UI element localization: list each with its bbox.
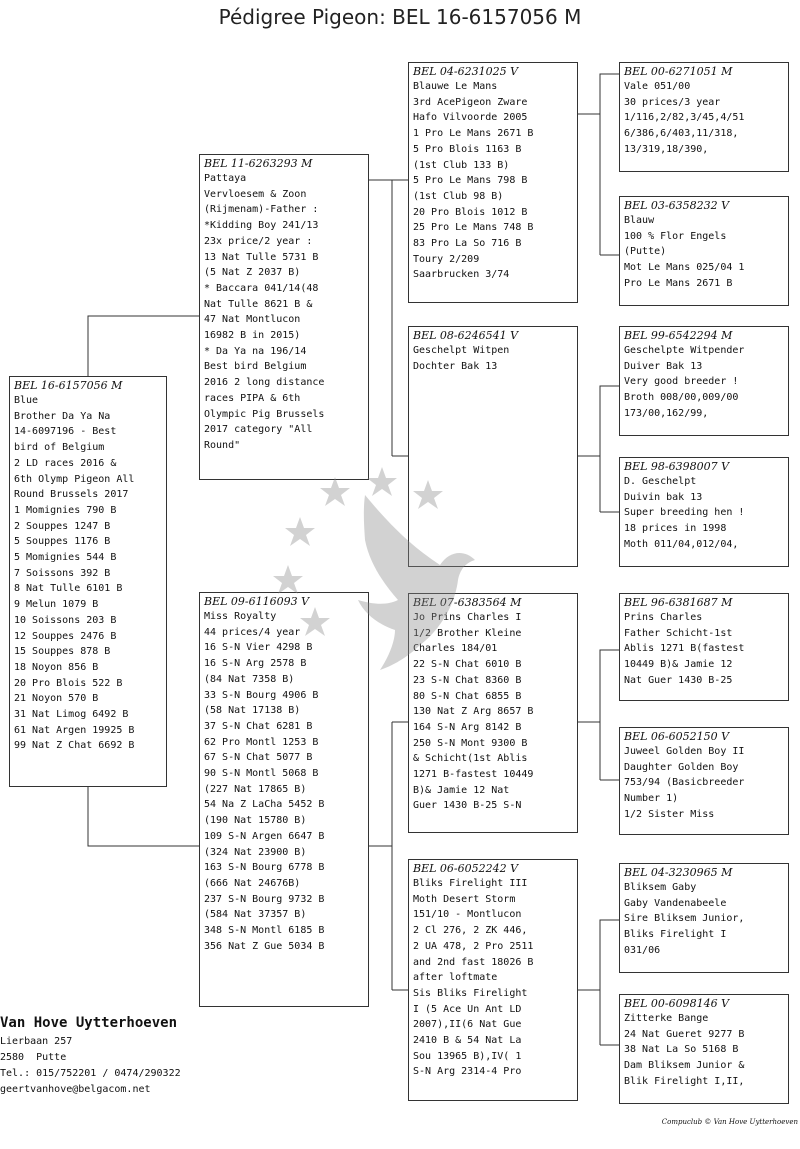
pigeon-ggp-mff [619, 593, 789, 701]
detail-line: races PIPA & 6th [204, 392, 301, 404]
detail-line: bird of Belgium [14, 442, 105, 454]
detail-line: Father Schicht-1st [624, 627, 733, 639]
detail-line: Pro Le Mans 2671 B [624, 277, 733, 289]
detail-line: 2017 category "All [204, 424, 313, 436]
detail-line: Geschelpt Witpen [413, 345, 510, 356]
detail-line: 753/94 (Basicbreeder [624, 777, 745, 789]
detail-line: * Baccara 041/14(48 [204, 282, 319, 294]
detail-line: 8 Nat Tulle 6101 B [14, 583, 123, 595]
breeder-email[interactable]: geertvanhove@belgacom.net [0, 1084, 151, 1095]
detail-line: 2 LD races 2016 & [14, 457, 117, 469]
ring-number: BEL 06-6052150 V [624, 730, 730, 743]
pigeon-details [204, 171, 364, 454]
detail-line: 90 S-N Montl 5068 B [204, 768, 319, 780]
detail-line: Hafo Vilvoorde 2005 [413, 112, 528, 124]
pigeon-details [624, 880, 784, 959]
pigeon-ggp-mfm [619, 727, 789, 835]
breeder-name: Van Hove Uytterhoeven [0, 1015, 178, 1031]
pigeon-details [413, 876, 573, 1080]
page-title: Pédigree Pigeon: BEL 16-6157056 M [218, 5, 582, 29]
detail-line: (1st Club 133 B) [413, 159, 510, 171]
pigeon-details [624, 213, 784, 292]
detail-line: Dochter Bak 13 [413, 360, 498, 372]
detail-line: 99 Nat Z Chat 6692 B [14, 740, 135, 752]
detail-line: 30 prices/3 year [624, 96, 721, 108]
software-credit: Compuclub © Van Hove Uytterhoeven [661, 1118, 798, 1126]
detail-line: 151/10 - Montlucon [413, 909, 522, 921]
detail-line: and 2nd fast 18026 B [413, 956, 534, 968]
ring-number: BEL 04-3230965 M [624, 866, 733, 879]
pigeon-father [199, 154, 369, 480]
ring-number: BEL 96-6381687 M [624, 596, 733, 609]
detail-line: Gaby Vandenabeele [624, 897, 727, 909]
detail-line: 25 Pro Le Mans 748 B [413, 222, 534, 234]
detail-line: 54 Na Z LaCha 5452 B [204, 799, 325, 811]
detail-line: 7 Soissons 392 B [14, 567, 111, 579]
detail-line: 61 Nat Argen 19925 B [14, 724, 135, 736]
pigeon-paternal-grandfather [408, 62, 578, 303]
detail-line: 10449 B)& Jamie 12 [624, 659, 733, 671]
pigeon-details [413, 343, 573, 374]
detail-line: Nat Guer 1430 B-25 [624, 674, 733, 686]
detail-line: Round Brussels 2017 [14, 489, 129, 501]
detail-line: 5 Pro Le Mans 798 B [413, 175, 528, 187]
breeder-info [0, 1012, 181, 1098]
detail-line: 109 S-N Argen 6647 B [204, 830, 325, 842]
detail-line: Blauw [624, 215, 655, 226]
detail-line: Olympic Pig Brussels [204, 408, 325, 420]
detail-line: Moth 011/04,012/04, [624, 538, 739, 550]
detail-line: Zitterke Bange [624, 1013, 709, 1024]
detail-line: 348 S-N Montl 6185 B [204, 925, 325, 937]
pigeon-details [413, 79, 573, 283]
europigeon-watermark-logo [270, 455, 510, 685]
detail-line: 13/319,18/390, [624, 143, 709, 155]
pigeon-details [624, 744, 784, 823]
detail-line: 33 S-N Bourg 4906 B [204, 689, 319, 701]
detail-line: 3rd AcePigeon Zware [413, 96, 528, 108]
detail-line: 9 Melun 1079 B [14, 599, 99, 611]
detail-line: Sire Bliksem Junior, [624, 913, 745, 925]
detail-line: 13 Nat Tulle 5731 B [204, 251, 319, 263]
detail-line: Super breeding hen ! [624, 507, 745, 519]
ring-number: BEL 11-6263293 M [204, 157, 313, 170]
pigeon-ggp-fmm [619, 457, 789, 567]
detail-line: I (5 Ace Un Ant LD [413, 1003, 522, 1015]
detail-line: 14-6097196 - Best [14, 426, 117, 438]
detail-line: after loftmate [413, 972, 498, 984]
ring-number: BEL 00-6271051 M [624, 65, 733, 78]
detail-line: Blauwe Le Mans [413, 81, 498, 92]
detail-line: 20 Pro Blois 522 B [14, 677, 123, 689]
detail-line: 5 Pro Blois 1163 B [413, 143, 522, 155]
detail-line: Brother Da Ya Na [14, 410, 111, 422]
detail-line: 23x price/2 year : [204, 235, 313, 247]
pigeon-ggp-mmm [619, 994, 789, 1104]
detail-line: 47 Nat Montlucon [204, 314, 301, 326]
detail-line: 83 Pro La So 716 B [413, 238, 522, 250]
detail-line: Jo Prins Charles I [413, 612, 522, 623]
detail-line: Number 1) [624, 793, 679, 805]
detail-line: 2410 B & 54 Nat La [413, 1035, 522, 1047]
ring-number: BEL 08-6246541 V [413, 329, 519, 342]
ring-number: BEL 04-6231025 V [413, 65, 519, 78]
pigeon-ggp-mmf [619, 863, 789, 973]
detail-line: Sis Bliks Firelight [413, 987, 528, 999]
detail-line: 163 S-N Bourg 6778 B [204, 862, 325, 874]
detail-line: 1 Momignies 790 B [14, 504, 117, 516]
pigeon-details [624, 343, 784, 422]
detail-line: 38 Nat La So 5168 B [624, 1044, 739, 1056]
breeder-city: 2580 Putte [0, 1052, 67, 1063]
detail-line: Miss Royalty [204, 611, 277, 622]
ring-number: BEL 09-6116093 V [204, 595, 310, 608]
detail-line: 5 Momignies 544 B [14, 552, 117, 564]
detail-line: Very good breeder ! [624, 376, 739, 388]
detail-line: 15 Souppes 878 B [14, 646, 111, 658]
detail-line: 2016 2 long distance [204, 377, 325, 389]
pigeon-ggp-fmf [619, 326, 789, 436]
detail-line: Vale 051/00 [624, 81, 691, 92]
detail-line: 250 S-N Mont 9300 B [413, 737, 528, 749]
detail-line: 18 prices in 1998 [624, 523, 727, 535]
pigeon-ggp-fff [619, 62, 789, 172]
detail-line: 2 Souppes 1247 B [14, 520, 111, 532]
detail-line: 164 S-N Arg 8142 B [413, 721, 522, 733]
detail-line: 16982 B in 2015) [204, 330, 301, 342]
detail-line: 22 S-N Chat 6010 B [413, 659, 522, 671]
detail-line: Toury 2/209 [413, 253, 480, 265]
detail-line: 24 Nat Gueret 9277 B [624, 1028, 745, 1040]
detail-line: (58 Nat 17138 B) [204, 705, 301, 717]
pigeon-details [14, 393, 162, 754]
ring-number: BEL 07-6383564 M [413, 596, 522, 609]
detail-line: Broth 008/00,009/00 [624, 392, 739, 404]
detail-line: Sou 13965 B),IV( 1 [413, 1050, 522, 1062]
detail-line: Pattaya [204, 173, 247, 184]
detail-line: D. Geschelpt [624, 476, 697, 487]
detail-line: Guer 1430 B-25 S-N [413, 800, 522, 812]
detail-line: * Da Ya na 196/14 [204, 345, 307, 357]
detail-line: B)& Jamie 12 Nat [413, 784, 510, 796]
pigeon-details [624, 474, 784, 553]
detail-line: Best bird Belgium [204, 361, 307, 373]
detail-line: 10 Soissons 203 B [14, 614, 117, 626]
detail-line: 31 Nat Limog 6492 B [14, 709, 129, 721]
detail-line: *Kidding Boy 241/13 [204, 220, 319, 232]
detail-line: (227 Nat 17865 B) [204, 783, 307, 795]
detail-line: (Rijmenam)-Father : [204, 204, 319, 216]
pigeon-details [624, 610, 784, 689]
detail-line: Blik Firelight I,II, [624, 1075, 745, 1087]
detail-line: 18 Noyon 856 B [14, 661, 99, 673]
detail-line: 237 S-N Bourg 9732 B [204, 893, 325, 905]
detail-line: Vervloesem & Zoon [204, 188, 307, 200]
pigeon-maternal-grandmother [408, 859, 578, 1101]
ring-number: BEL 03-6358232 V [624, 199, 730, 212]
detail-line: 6/386,6/403,11/318, [624, 128, 739, 140]
detail-line: S-N Arg 2314-4 Pro [413, 1066, 522, 1078]
ring-number: BEL 98-6398007 V [624, 460, 730, 473]
detail-line: 1/2 Sister Miss [624, 808, 715, 820]
detail-line: 2 Cl 276, 2 ZK 446, [413, 925, 528, 937]
detail-line: Bliks Firelight III [413, 878, 528, 889]
detail-line: Juweel Golden Boy II [624, 746, 745, 757]
detail-line: Ablis 1271 B(fastest [624, 643, 745, 655]
detail-line: 1/2 Brother Kleine [413, 627, 522, 639]
detail-line: Prins Charles [624, 612, 703, 623]
detail-line: 37 S-N Chat 6281 B [204, 720, 313, 732]
detail-line: 1/116,2/82,3/45,4/51 [624, 112, 745, 124]
detail-line: Duivin bak 13 [624, 491, 703, 503]
detail-line: Moth Desert Storm [413, 893, 516, 905]
detail-line: 356 Nat Z Gue 5034 B [204, 940, 325, 952]
pigeon-details [624, 1011, 784, 1090]
detail-line: (84 Nat 7358 B) [204, 673, 295, 685]
ring-number: BEL 06-6052242 V [413, 862, 519, 875]
detail-line: 2007),II(6 Nat Gue [413, 1019, 522, 1031]
ring-number: BEL 16-6157056 M [14, 379, 123, 392]
detail-line: Dam Bliksem Junior & [624, 1060, 745, 1072]
detail-line: Nat Tulle 8621 B & [204, 298, 313, 310]
detail-line: 1271 B-fastest 10449 [413, 769, 534, 781]
detail-line: Duiver Bak 13 [624, 360, 703, 372]
detail-line: Blue [14, 395, 39, 406]
detail-line: Mot Le Mans 025/04 1 [624, 262, 745, 274]
detail-line: Daughter Golden Boy [624, 761, 739, 773]
detail-line: 23 S-N Chat 8360 B [413, 674, 522, 686]
detail-line: Saarbrucken 3/74 [413, 269, 510, 281]
detail-line: (324 Nat 23900 B) [204, 846, 307, 858]
pigeon-ggp-ffm [619, 196, 789, 306]
detail-line: (Putte) [624, 246, 667, 258]
detail-line: 2 UA 478, 2 Pro 2511 [413, 940, 534, 952]
detail-line: Round" [204, 439, 241, 451]
detail-line: 5 Souppes 1176 B [14, 536, 111, 548]
detail-line: (666 Nat 24676B) [204, 877, 301, 889]
detail-line: 62 Pro Montl 1253 B [204, 736, 319, 748]
detail-line: 80 S-N Chat 6855 B [413, 690, 522, 702]
detail-line: 1 Pro Le Mans 2671 B [413, 128, 534, 140]
detail-line: 16 S-N Vier 4298 B [204, 642, 313, 654]
detail-line: 44 prices/4 year [204, 626, 301, 638]
detail-line: 173/00,162/99, [624, 407, 709, 419]
breeder-telephone: Tel.: 015/752201 / 0474/290322 [0, 1068, 181, 1079]
detail-line: (190 Nat 15780 B) [204, 815, 307, 827]
ring-number: BEL 99-6542294 M [624, 329, 733, 342]
ring-number: BEL 00-6098146 V [624, 997, 730, 1010]
detail-line: 031/06 [624, 944, 661, 956]
detail-line: (5 Nat Z 2037 B) [204, 267, 301, 279]
detail-line: 20 Pro Blois 1012 B [413, 206, 528, 218]
detail-line: 21 Noyon 570 B [14, 693, 99, 705]
watermark-bird [358, 495, 475, 670]
detail-line: Bliks Firelight I [624, 929, 727, 941]
detail-line: 100 % Flor Engels [624, 230, 727, 242]
detail-line: 130 Nat Z Arg 8657 B [413, 706, 534, 718]
detail-line: (584 Nat 37357 B) [204, 909, 307, 921]
detail-line: 16 S-N Arg 2578 B [204, 658, 307, 670]
detail-line: Bliksem Gaby [624, 882, 697, 893]
detail-line: & Schicht(1st Ablis [413, 753, 528, 765]
pigeon-details [624, 79, 784, 158]
detail-line: 67 S-N Chat 5077 B [204, 752, 313, 764]
detail-line: 12 Souppes 2476 B [14, 630, 117, 642]
detail-line: Geschelpte Witpender [624, 345, 745, 356]
detail-line: 6th Olymp Pigeon All [14, 473, 135, 485]
detail-line: (1st Club 98 B) [413, 190, 504, 202]
breeder-address: Lierbaan 257 [0, 1036, 73, 1047]
pigeon-subject [9, 376, 167, 787]
detail-line: Charles 184/01 [413, 643, 498, 655]
